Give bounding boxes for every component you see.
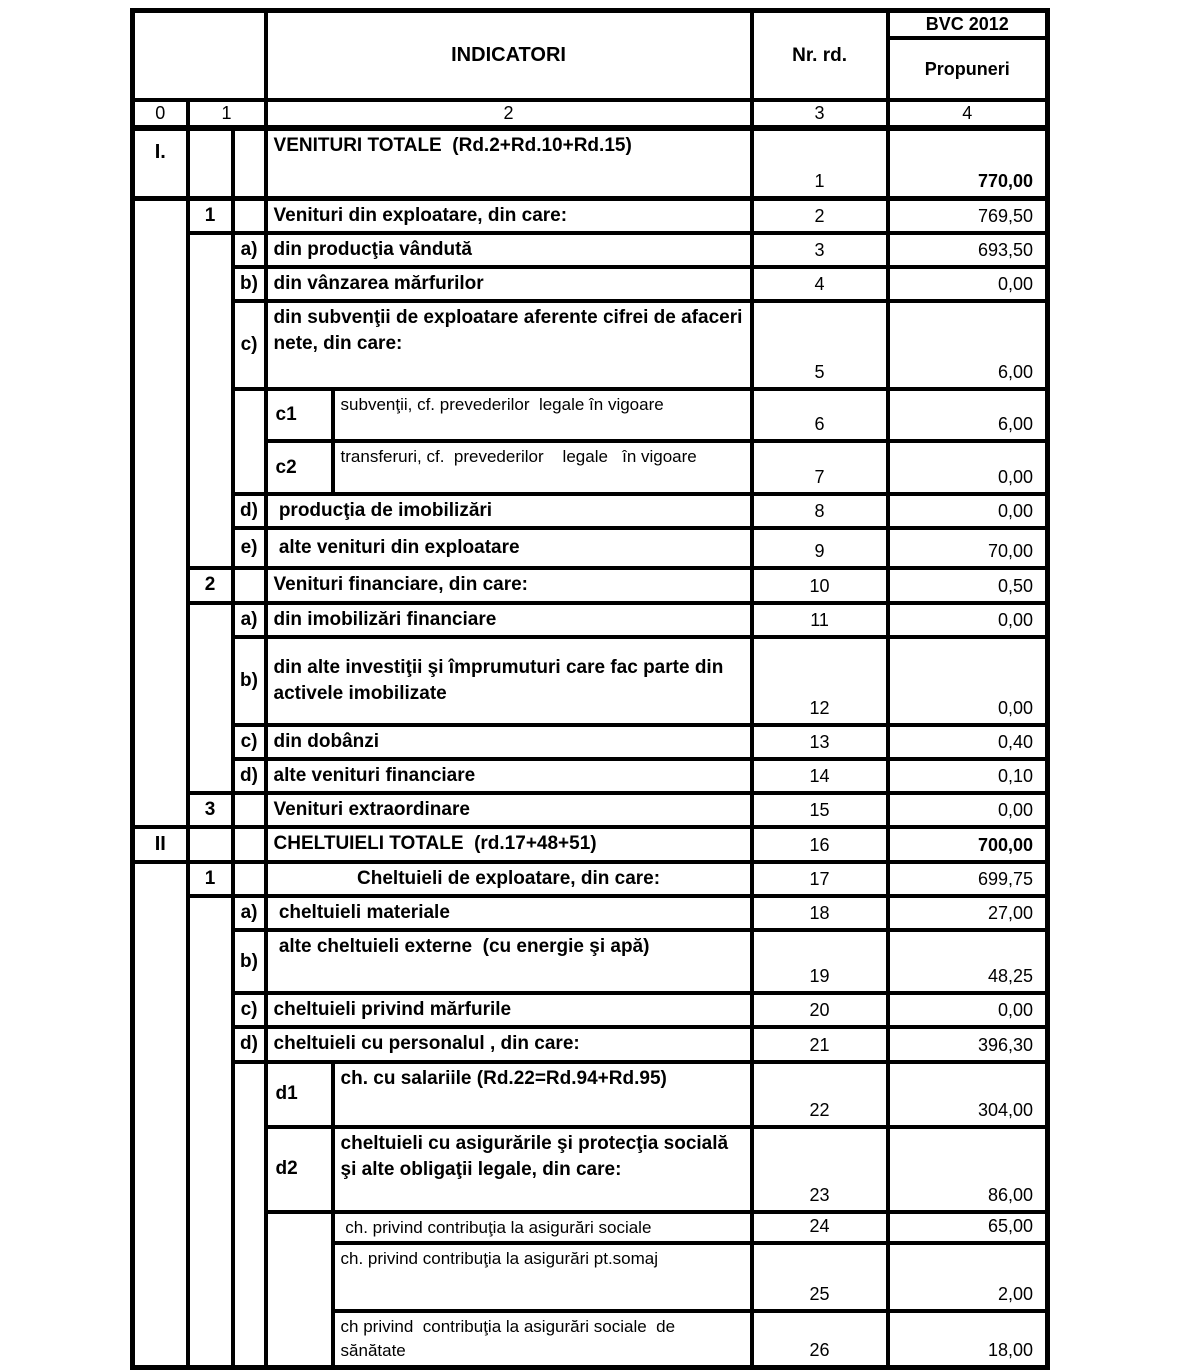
letter-cell: a) <box>233 603 266 637</box>
indicator-label-cell: din alte investiţii şi împrumuturi care fac parte din activele imobilizate <box>266 637 752 725</box>
letter-cell: a) <box>233 233 266 267</box>
indicator-label-cell: ch. cu salariile (Rd.22=Rd.94+Rd.95) <box>333 1062 752 1127</box>
spacer-cell <box>233 128 266 198</box>
table-row-19 <box>133 930 1048 993</box>
table-row-5 <box>133 301 1048 389</box>
letter-cell: d) <box>233 494 266 528</box>
row-number-cell: 15 <box>752 793 888 827</box>
value-cell: 0,40 <box>888 725 1048 759</box>
value-cell: 48,25 <box>888 930 1048 993</box>
spacer-cell <box>233 568 266 602</box>
col-index-1: 1 <box>188 100 266 128</box>
header-row-1 <box>133 11 1048 39</box>
row-number-cell: 18 <box>752 896 888 930</box>
indicator-label-cell: cheltuieli cu personalul , din care: <box>266 1027 752 1061</box>
value-cell: 693,50 <box>888 233 1048 267</box>
spacer-cell <box>233 793 266 827</box>
value-cell: 86,00 <box>888 1127 1048 1212</box>
row-number-cell: 11 <box>752 603 888 637</box>
spacer-cell <box>233 862 266 896</box>
sub-code-cell: d1 <box>266 1062 333 1127</box>
row-number-cell: 24 <box>752 1212 888 1244</box>
header-bvc-2012: BVC 2012 <box>888 11 1048 39</box>
section-number-cell: 2 <box>188 568 233 602</box>
indicator-label-cell: alte venituri din exploatare <box>266 528 752 568</box>
indicator-label-cell: producţia de imobilizări <box>266 494 752 528</box>
row-number-cell: 12 <box>752 637 888 725</box>
value-cell: 0,00 <box>888 793 1048 827</box>
indicator-label-cell: cheltuieli materiale <box>266 896 752 930</box>
row-number-cell: 20 <box>752 993 888 1027</box>
spacer-cell <box>133 862 188 1368</box>
indicator-label-cell: Venituri extraordinare <box>266 793 752 827</box>
value-cell: 6,00 <box>888 301 1048 389</box>
letter-cell: d) <box>233 1027 266 1061</box>
spacer-cell <box>188 896 233 1368</box>
indicator-label-cell: din subvenţii de exploatare aferente cifrei de afaceri nete, din care: <box>266 301 752 389</box>
row-number-cell: 26 <box>752 1311 888 1367</box>
indicator-label-cell: transferuri, cf. prevederilor legale în vigoare <box>333 441 752 494</box>
sub-code-cell: c2 <box>266 441 333 494</box>
table-row-17 <box>133 862 1048 896</box>
indicator-label-cell: din producţia vândută <box>266 233 752 267</box>
bvc-table <box>130 8 1050 1370</box>
value-cell: 0,00 <box>888 603 1048 637</box>
col-index-4: 4 <box>888 100 1048 128</box>
table-row-16 <box>133 827 1048 861</box>
indicator-label-cell: alte cheltuieli externe (cu energie şi apă) <box>266 930 752 993</box>
table-row-2 <box>133 198 1048 233</box>
row-number-cell: 9 <box>752 528 888 568</box>
spacer-cell <box>233 1062 266 1368</box>
value-cell: 18,00 <box>888 1311 1048 1367</box>
value-cell: 0,00 <box>888 267 1048 301</box>
table-row-22 <box>133 1062 1048 1127</box>
header-corner-cell <box>133 11 266 101</box>
row-number-cell: 25 <box>752 1243 888 1311</box>
indicator-label-cell: din dobânzi <box>266 725 752 759</box>
indicator-label-cell: Venituri financiare, din care: <box>266 568 752 602</box>
table-row-15 <box>133 793 1048 827</box>
row-number-cell: 7 <box>752 441 888 494</box>
indicator-label-cell: ch privind contribuţia la asigurări sociale de sănătate <box>333 1311 752 1367</box>
row-number-cell: 21 <box>752 1027 888 1061</box>
indicator-label-cell: cheltuieli privind mărfurile <box>266 993 752 1027</box>
row-number-cell: 1 <box>752 128 888 198</box>
table-row-4 <box>133 267 1048 301</box>
indicator-label-cell: din vânzarea mărfurilor <box>266 267 752 301</box>
spacer-cell <box>233 198 266 233</box>
spacer-cell <box>133 198 188 827</box>
table-row-8 <box>133 494 1048 528</box>
col-index-3: 3 <box>752 100 888 128</box>
value-cell: 770,00 <box>888 128 1048 198</box>
spacer-cell <box>188 827 233 861</box>
table-row-9 <box>133 528 1048 568</box>
indicator-label-cell: cheltuieli cu asigurările şi protecţia socială şi alte obligaţii legale, din care: <box>333 1127 752 1212</box>
table-row-12 <box>133 637 1048 725</box>
value-cell: 27,00 <box>888 896 1048 930</box>
sub-code-cell: c1 <box>266 389 333 441</box>
value-cell: 769,50 <box>888 198 1048 233</box>
value-cell: 0,00 <box>888 637 1048 725</box>
value-cell: 0,50 <box>888 568 1048 602</box>
row-number-cell: 17 <box>752 862 888 896</box>
value-cell: 0,00 <box>888 441 1048 494</box>
letter-cell: b) <box>233 637 266 725</box>
value-cell: 0,10 <box>888 759 1048 793</box>
spacer-cell <box>266 1212 333 1368</box>
section-number-cell: 3 <box>188 793 233 827</box>
indicator-label-cell: Cheltuieli de exploatare, din care: <box>266 862 752 896</box>
row-number-cell: 14 <box>752 759 888 793</box>
col-index-0: 0 <box>133 100 188 128</box>
table-row-23 <box>133 1127 1048 1212</box>
value-cell: 2,00 <box>888 1243 1048 1311</box>
value-cell: 700,00 <box>888 827 1048 861</box>
roman-numeral-cell: I. <box>133 128 188 198</box>
row-number-cell: 13 <box>752 725 888 759</box>
spacer-cell <box>188 603 233 794</box>
table-row-18 <box>133 896 1048 930</box>
table-row-3 <box>133 233 1048 267</box>
row-number-cell: 22 <box>752 1062 888 1127</box>
row-number-cell: 16 <box>752 827 888 861</box>
letter-cell: c) <box>233 725 266 759</box>
row-number-cell: 2 <box>752 198 888 233</box>
indicator-label-cell: subvenţii, cf. prevederilor legale în vigoare <box>333 389 752 441</box>
spacer-cell <box>233 827 266 861</box>
row-number-cell: 19 <box>752 930 888 993</box>
header-indicatori: INDICATORI <box>266 11 752 101</box>
spacer-cell <box>188 128 233 198</box>
col-index-2: 2 <box>266 100 752 128</box>
value-cell: 70,00 <box>888 528 1048 568</box>
roman-numeral-cell: II <box>133 827 188 861</box>
table-row-6 <box>133 389 1048 441</box>
indicator-label-cell: din imobilizări financiare <box>266 603 752 637</box>
row-number-cell: 3 <box>752 233 888 267</box>
header-propuneri: Propuneri <box>888 38 1048 100</box>
value-cell: 0,00 <box>888 494 1048 528</box>
value-cell: 6,00 <box>888 389 1048 441</box>
table-row-24 <box>133 1212 1048 1244</box>
spacer-cell <box>188 233 233 569</box>
table-row-14 <box>133 759 1048 793</box>
table-row-7 <box>133 441 1048 494</box>
spacer-cell <box>233 389 266 494</box>
letter-cell: a) <box>233 896 266 930</box>
indicator-label-cell: ch. privind contribuţia la asigurări pt.somaj <box>333 1243 752 1311</box>
indicator-label-cell: CHELTUIELI TOTALE (rd.17+48+51) <box>266 827 752 861</box>
bvc-document <box>130 8 1050 1370</box>
row-number-cell: 5 <box>752 301 888 389</box>
row-number-cell: 10 <box>752 568 888 602</box>
indicator-label-cell: ch. privind contribuţia la asigurări sociale <box>333 1212 752 1244</box>
value-cell: 65,00 <box>888 1212 1048 1244</box>
indicator-label-cell: alte venituri financiare <box>266 759 752 793</box>
value-cell: 396,30 <box>888 1027 1048 1061</box>
column-index-row <box>133 100 1048 128</box>
sub-code-cell: d2 <box>266 1127 333 1212</box>
row-number-cell: 8 <box>752 494 888 528</box>
letter-cell: c) <box>233 993 266 1027</box>
letter-cell: c) <box>233 301 266 389</box>
header-nr-rd: Nr. rd. <box>752 11 888 101</box>
table-row-13 <box>133 725 1048 759</box>
letter-cell: b) <box>233 267 266 301</box>
section-number-cell: 1 <box>188 862 233 896</box>
letter-cell: e) <box>233 528 266 568</box>
letter-cell: b) <box>233 930 266 993</box>
value-cell: 304,00 <box>888 1062 1048 1127</box>
letter-cell: d) <box>233 759 266 793</box>
table-row-11 <box>133 603 1048 637</box>
indicator-label-cell: Venituri din exploatare, din care: <box>266 198 752 233</box>
section-number-cell: 1 <box>188 198 233 233</box>
indicator-label-cell: VENITURI TOTALE (Rd.2+Rd.10+Rd.15) <box>266 128 752 198</box>
value-cell: 0,00 <box>888 993 1048 1027</box>
row-number-cell: 4 <box>752 267 888 301</box>
value-cell: 699,75 <box>888 862 1048 896</box>
row-number-cell: 6 <box>752 389 888 441</box>
row-number-cell: 23 <box>752 1127 888 1212</box>
table-row-1 <box>133 128 1048 198</box>
table-row-10 <box>133 568 1048 602</box>
table-row-20 <box>133 993 1048 1027</box>
table-row-21 <box>133 1027 1048 1061</box>
